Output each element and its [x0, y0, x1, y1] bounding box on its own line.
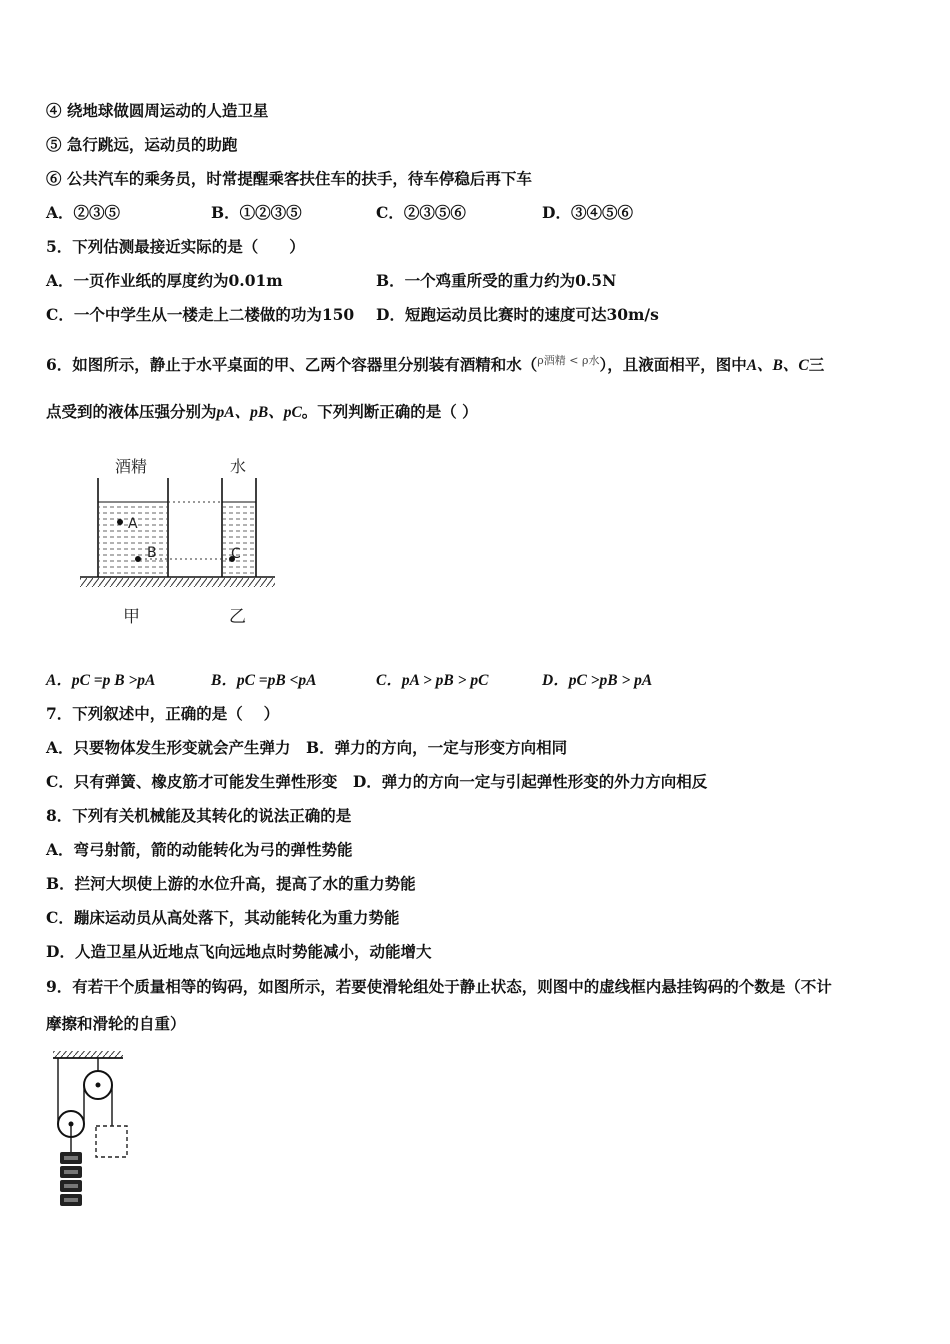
- q8-option-b: B．拦河大坝使上游的水位升高，提高了水的重力势能: [46, 874, 416, 893]
- q6-stem-line1: [46, 351, 824, 376]
- hook-weights: [60, 1152, 82, 1206]
- label-water: 水: [230, 457, 247, 476]
- q6-stem2-vars: pA、pB、pC: [216, 404, 302, 421]
- q6-option-b: B．pC =pB <pA: [211, 672, 317, 689]
- q5-options-cd: [46, 305, 746, 325]
- q4-options: [46, 203, 746, 223]
- label-alcohol: 酒精: [115, 457, 148, 476]
- q5-option-b: B．一个鸡重所受的重力约为0.5N: [376, 271, 617, 290]
- q6-option-a: A．pC =p B >pA: [46, 672, 156, 689]
- q6-stem-part-c: 三: [808, 355, 825, 374]
- q4-option-c: C．②③⑤⑥: [376, 203, 466, 222]
- q6-option-d: D．pC >pB > pA: [542, 672, 653, 689]
- q5-option-c: C．一个中学生从一楼走上二楼做的功为150: [46, 305, 355, 324]
- q9-stem-line2: 摩擦和滑轮的自重）: [46, 1014, 186, 1033]
- containers-figure: [75, 450, 285, 635]
- q6-stem-line2: [46, 402, 478, 423]
- water-liquid: [223, 502, 255, 577]
- table-hatch: [80, 578, 275, 587]
- q5-stem: 5．下列估测最接近实际的是（ ）: [46, 237, 305, 256]
- q4-option-b: B．①②③⑤: [211, 203, 302, 222]
- q6-stem2-part-b: 。下列判断正确的是（ ）: [301, 402, 478, 421]
- q6-stem-vars: A、B、C: [746, 357, 809, 374]
- q6-option-c: C．pA > pB > pC: [376, 672, 489, 689]
- q7-options-cd: C．只有弹簧、橡皮筋才可能发生弹性形变 D．弹力的方向一定与引起弹性形变的外力方向相反: [46, 772, 708, 791]
- q6-stem2-part-a: 点受到的液体压强分别为: [46, 402, 217, 421]
- label-yi: 乙: [229, 607, 246, 627]
- q6-stem-part-b: ），且液面相平，图中: [599, 355, 747, 374]
- q4-option-d: D．③④⑤⑥: [542, 203, 633, 222]
- point-a-dot: [117, 519, 123, 525]
- q6-options: [46, 671, 746, 691]
- point-b-dot: [135, 556, 141, 562]
- q4-option-a: A．②③⑤: [46, 203, 121, 222]
- label-jia: 甲: [123, 607, 140, 627]
- q8-option-c: C．蹦床运动员从高处落下，其动能转化为重力势能: [46, 908, 400, 927]
- q9-stem-line1: 9．有若干个质量相等的钩码，如图所示，若要使滑轮组处于静止状态，则图中的虚线框内悬挂钩码的个数是（不计: [46, 977, 832, 996]
- q7-stem: 7．下列叙述中，正确的是（ ）: [46, 704, 280, 723]
- list-item-5: ⑤ 急行跳远，运动员的助跑: [46, 135, 238, 154]
- q6-stem-part-a: 6．如图所示，静止于水平桌面的甲、乙两个容器里分别装有酒精和水（: [46, 355, 538, 374]
- q5-option-a: A．一页作业纸的厚度约为0.01m: [46, 271, 283, 290]
- density-relation: ρ酒精 < ρ水: [537, 354, 600, 367]
- point-b-label: B: [147, 545, 157, 561]
- ceiling-hatch: [53, 1051, 123, 1058]
- point-a-label: A: [128, 516, 138, 532]
- dashed-frame: [96, 1126, 127, 1157]
- q5-option-d: D．短跑运动员比赛时的速度可达30m/s: [376, 305, 659, 324]
- pulley-figure: [45, 1048, 145, 1218]
- alcohol-liquid: [99, 502, 167, 577]
- q8-option-d: D．人造卫星从近地点飞向远地点时势能减小，动能增大: [46, 942, 432, 961]
- list-item-6: ⑥ 公共汽车的乘务员，时常提醒乘客扶住车的扶手，待车停稳后再下车: [46, 169, 532, 188]
- point-c-label: C: [231, 546, 241, 562]
- q5-options-ab: [46, 271, 746, 291]
- q8-stem: 8．下列有关机械能及其转化的说法正确的是: [46, 806, 352, 825]
- fixed-pulley-axle: [96, 1083, 101, 1088]
- q8-option-a: A．弯弓射箭，箭的动能转化为弓的弹性势能: [46, 840, 353, 859]
- list-item-4: ④ 绕地球做圆周运动的人造卫星: [46, 101, 269, 120]
- q7-options-ab: A．只要物体发生形变就会产生弹力 B．弹力的方向，一定与形变方向相同: [46, 738, 568, 757]
